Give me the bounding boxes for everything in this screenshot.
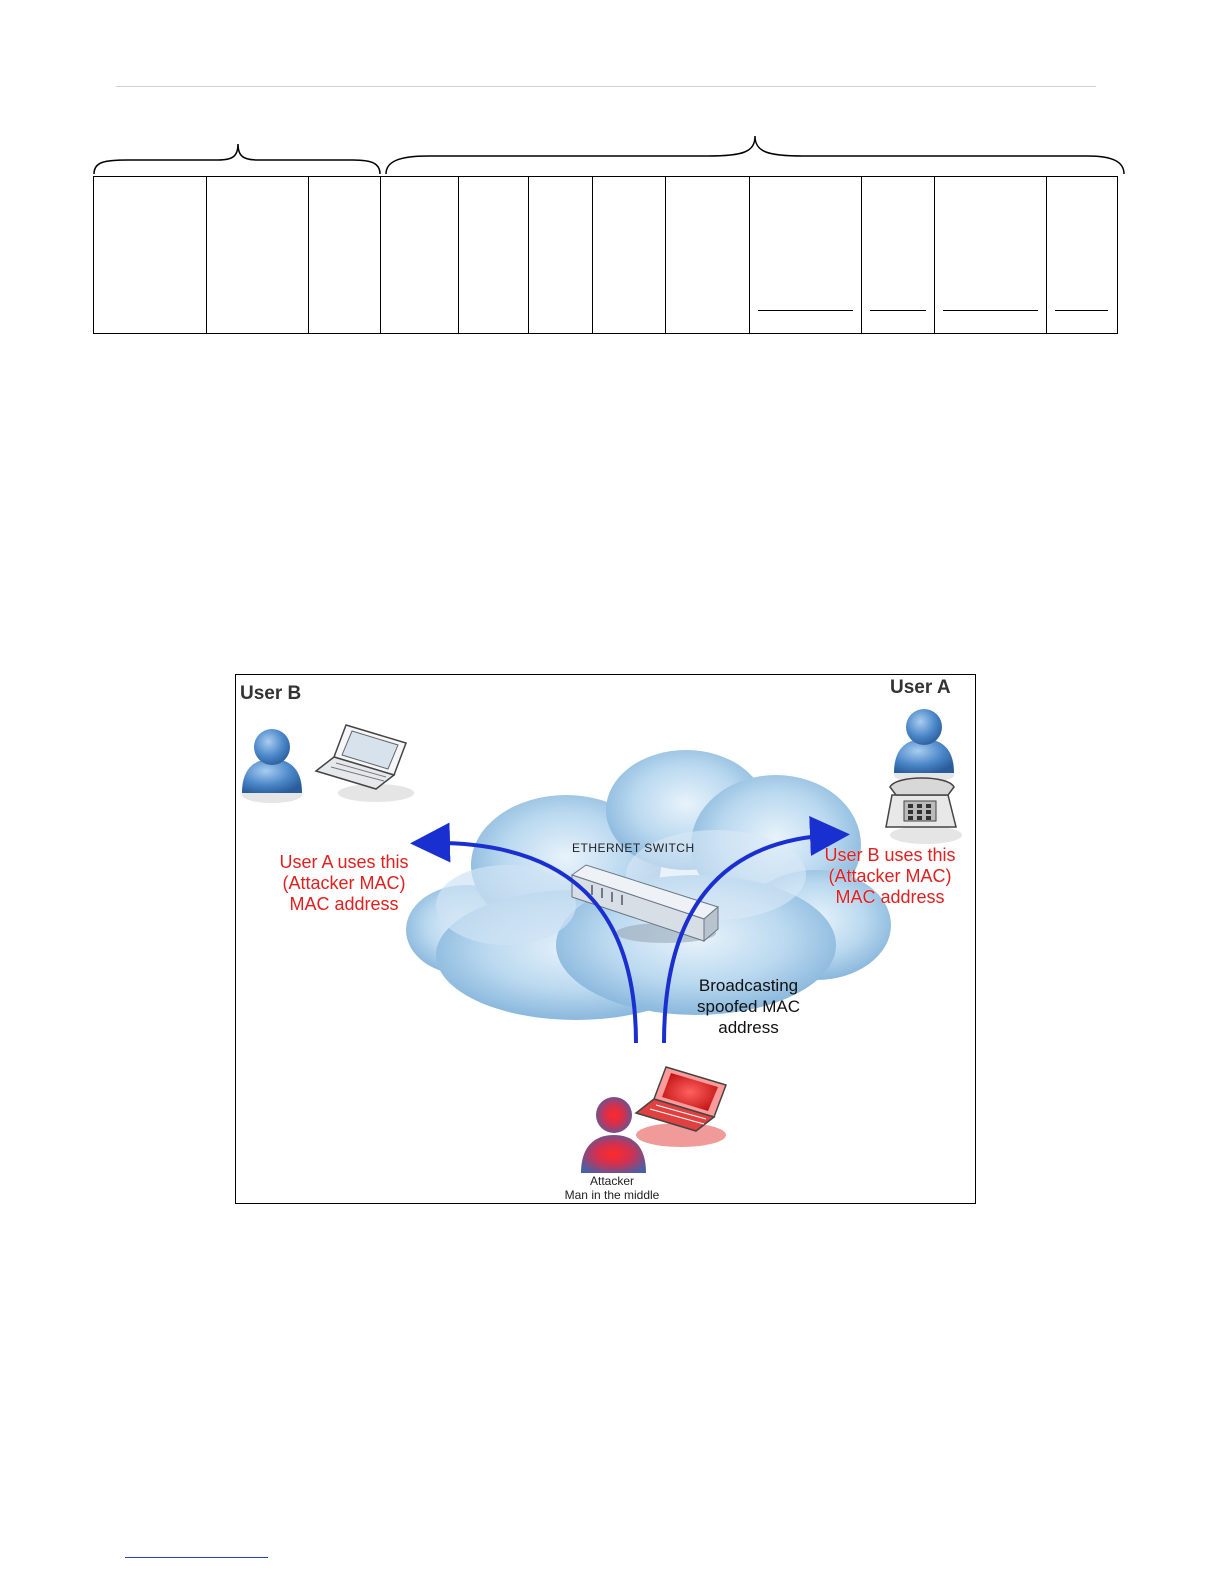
user-b-person-icon bbox=[242, 729, 302, 803]
frame-field-brackets bbox=[88, 130, 1128, 180]
right-note-line: MAC address bbox=[835, 887, 945, 907]
broadcast-note bbox=[676, 975, 821, 1038]
user-a-person-icon bbox=[894, 709, 954, 783]
right-note-line: (Attacker MAC) bbox=[828, 866, 952, 886]
broadcast-line: spoofed MAC bbox=[697, 997, 800, 1016]
field-underline bbox=[758, 310, 853, 311]
frame-field-cell bbox=[309, 177, 381, 333]
frame-field-cell bbox=[459, 177, 529, 333]
attacker-line: Attacker bbox=[589, 1174, 634, 1188]
right-note-line: User B uses this bbox=[824, 845, 956, 865]
frame-field-cell bbox=[207, 177, 309, 333]
broadcast-line: Broadcasting bbox=[698, 976, 799, 995]
right-spoof-note bbox=[808, 845, 972, 908]
header-rule bbox=[116, 86, 1096, 87]
frame-format-table bbox=[93, 176, 1118, 334]
frame-field-cell bbox=[750, 177, 862, 333]
mitm-diagram bbox=[235, 674, 976, 1204]
frame-field-cell bbox=[862, 177, 935, 333]
frame-field-cell bbox=[381, 177, 459, 333]
left-spoof-note bbox=[262, 852, 426, 915]
user-b-label: User B bbox=[240, 683, 302, 704]
user-a-label: User A bbox=[890, 677, 951, 698]
frame-field-cell bbox=[94, 177, 207, 333]
attacker-laptop-icon bbox=[636, 1067, 726, 1147]
frame-field-cell bbox=[935, 177, 1047, 333]
frame-field-cell bbox=[593, 177, 666, 333]
broadcast-line: address bbox=[718, 1018, 779, 1037]
frame-field-cell bbox=[666, 177, 750, 333]
left-note-line: User A uses this bbox=[279, 852, 409, 872]
payload-bracket bbox=[386, 136, 1124, 174]
footnote-rule bbox=[125, 1557, 268, 1558]
attacker-caption bbox=[550, 1174, 674, 1202]
switch-label: ETHERNET SWITCH bbox=[572, 841, 695, 855]
field-underline bbox=[1055, 310, 1108, 311]
attacker-line: Man in the middle bbox=[564, 1188, 660, 1202]
laptop-icon bbox=[316, 725, 414, 802]
telephone-icon bbox=[886, 778, 962, 844]
frame-field-cell bbox=[529, 177, 593, 333]
left-note-line: (Attacker MAC) bbox=[282, 873, 406, 893]
field-underline bbox=[870, 310, 926, 311]
field-underline bbox=[943, 310, 1038, 311]
left-note-line: MAC address bbox=[289, 894, 399, 914]
header-bracket bbox=[94, 144, 380, 174]
frame-field-cell bbox=[1047, 177, 1116, 333]
